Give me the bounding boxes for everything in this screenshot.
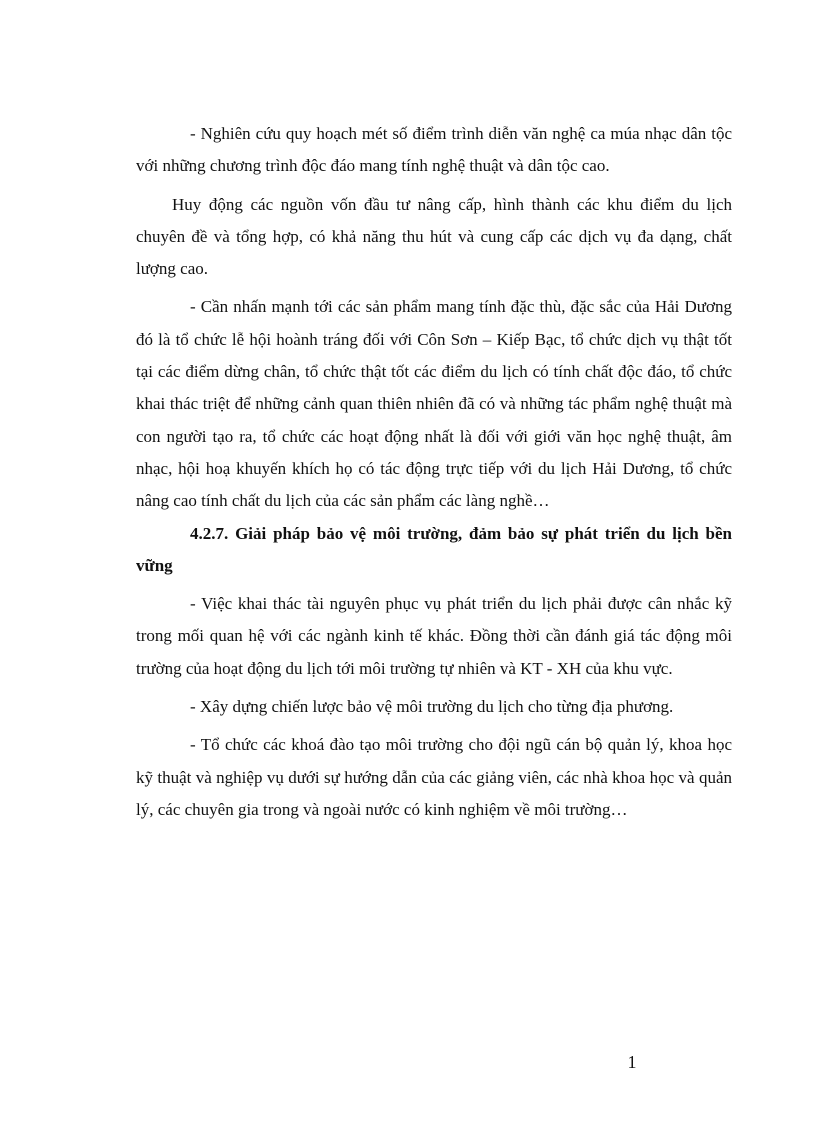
page-number: 1 xyxy=(627,1052,637,1072)
paragraph-protection-strategy: - Xây dựng chiến lược bảo vệ môi trường du lịch cho từng địa phương. xyxy=(190,697,674,717)
paragraph-performance-venues: - Nghiên cứu quy hoạch mét số điểm trình diễn văn nghệ ca múa nhạc dân tộc với những chương trình độc đáo mang tính nghệ thuật và dân tộc cao. xyxy=(136,124,732,176)
paragraph-resource-exploitation: - Việc khai thác tài nguyên phục vụ phát triển du lịch phải được cân nhắc kỹ trong mối quan hệ với các ngành kinh tế khác. Đồng thời cần đánh giá tác động môi trường của hoạt động du lịch tới môi trường tự nhiên và KT - XH của khu vực. xyxy=(136,594,732,678)
paragraph-investment-capital: Huy động các nguồn vốn đầu tư nâng cấp, hình thành các khu điểm du lịch chuyên đề và tổng hợp, có khả năng thu hút và cung cấp các dịch vụ đa dạng, chất lượng cao. xyxy=(136,194,732,279)
paragraph-training-courses: - Tổ chức các khoá đào tạo môi trường cho đội ngũ cán bộ quản lý, khoa học kỹ thuật và nghiệp vụ dưới sự hướng dẫn của các giảng viên, các nhà khoa học và quản lý, các chuyên gia trong và ngoài nước có kinh nghiệm về môi trường… xyxy=(136,735,732,819)
document-body xyxy=(136,118,732,826)
paragraph-special-products: - Cần nhấn mạnh tới các sản phẩm mang tính đặc thù, đặc sắc của Hải Dương đó là tổ chức lễ hội hoành tráng đối với Côn Sơn – Kiếp Bạc, tổ chức dịch vụ thật tốt tại các điểm dừng chân, tổ chức thật tốt các điểm du lịch có tính chất độc đáo, tổ chức khai thác triệt để những cảnh quan thiên nhiên đã có và những tác phẩm nghệ thuật mà con người tạo ra, tổ chức các hoạt động nhất là đối với giới văn học nghệ thuật, âm nhạc, hội hoạ khuyến khích họ có tác động trực tiếp với du lịch Hải Dương, tổ chức nâng cao tính chất du lịch của các sản phẩm các làng nghề… xyxy=(136,297,732,511)
section-heading: 4.2.7. Giải pháp bảo vệ môi trường, đảm bảo sự phát triển du lịch bền vững xyxy=(136,523,732,575)
